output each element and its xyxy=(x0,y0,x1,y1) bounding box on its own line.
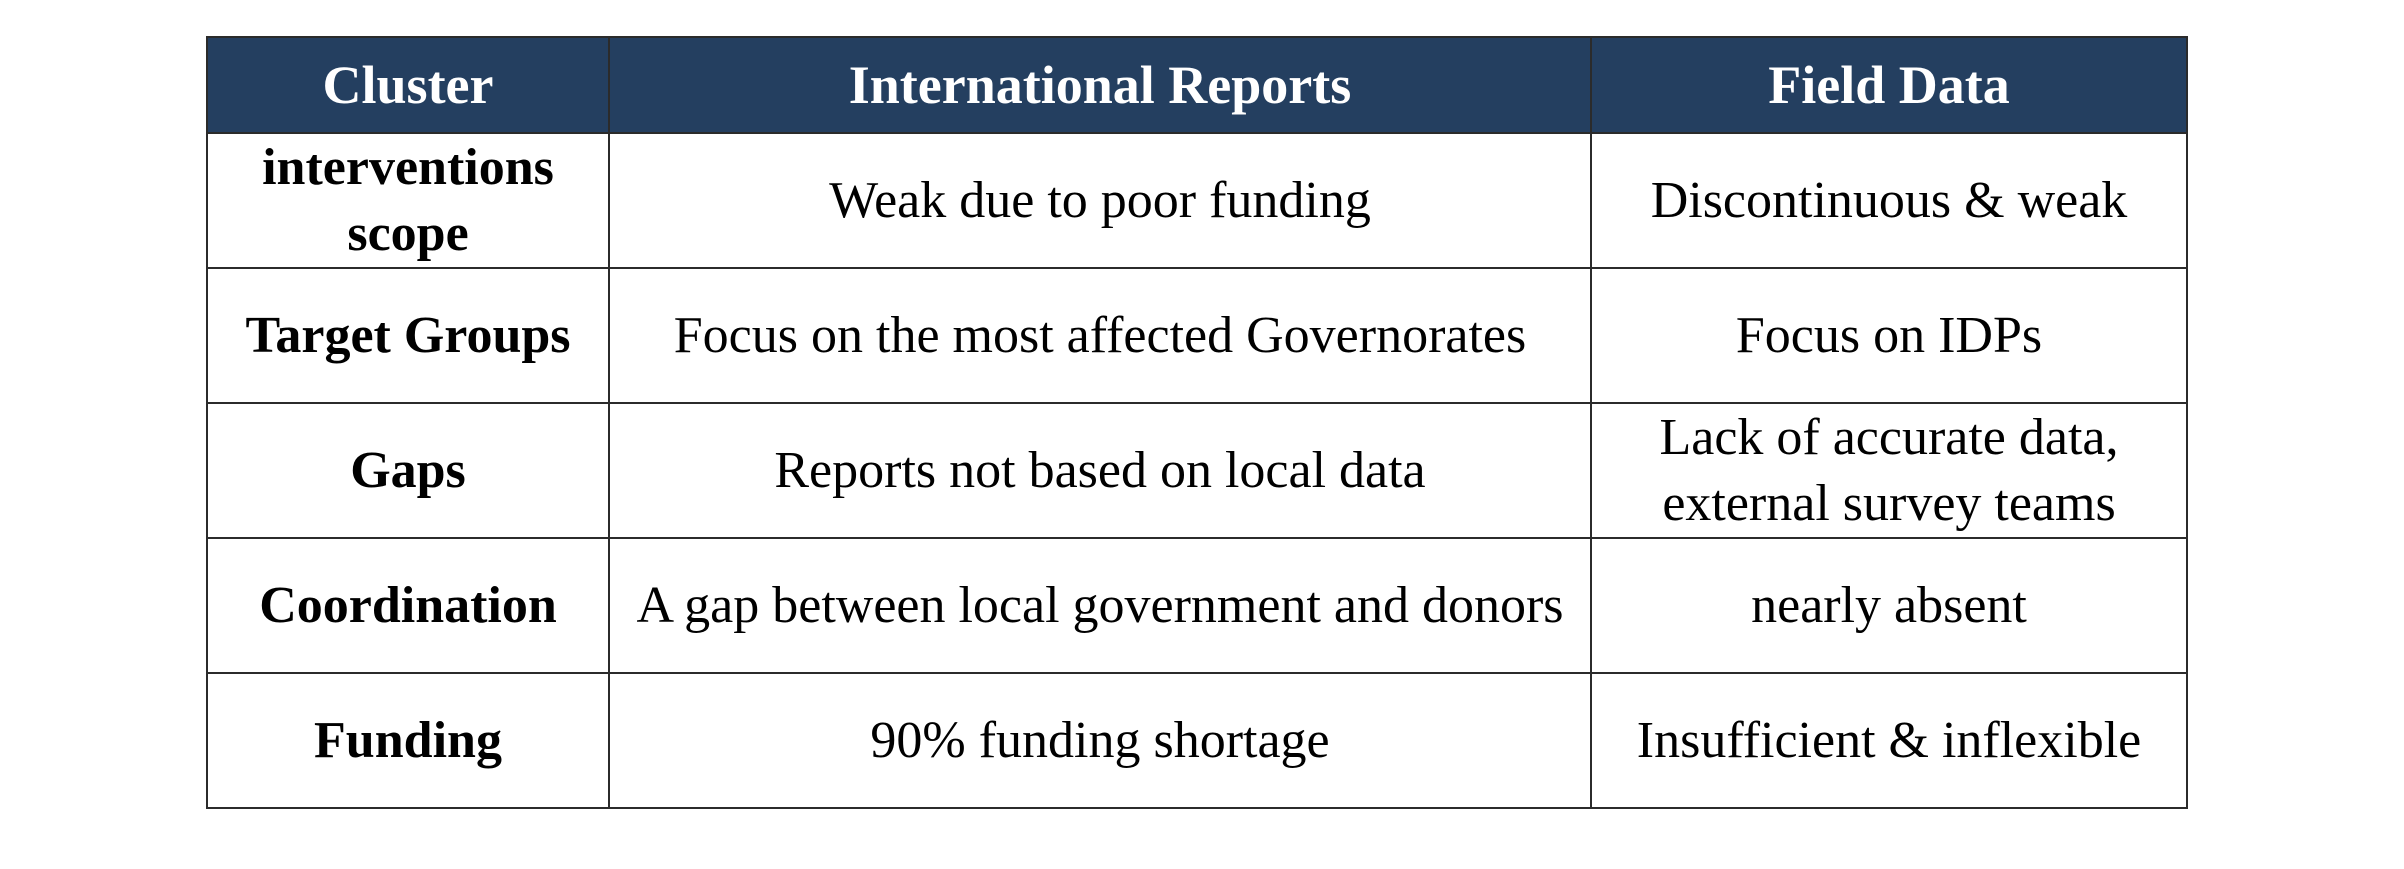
table-header xyxy=(207,37,2187,133)
table-row xyxy=(207,673,2187,808)
table-body xyxy=(207,133,2187,808)
field-data-cell: Discontinuous & weak xyxy=(1591,133,2187,268)
table-row xyxy=(207,538,2187,673)
international-reports-cell: A gap between local government and donors xyxy=(609,538,1591,673)
field-data-cell: Focus on IDPs xyxy=(1591,268,2187,403)
international-reports-cell: Reports not based on local data xyxy=(609,403,1591,538)
header-international-reports: International Reports xyxy=(609,37,1591,133)
field-data-cell: Lack of accurate data, external survey teams xyxy=(1591,403,2187,538)
table-row xyxy=(207,268,2187,403)
cluster-cell: Funding xyxy=(207,673,609,808)
header-cluster: Cluster xyxy=(207,37,609,133)
comparison-table xyxy=(206,36,2188,809)
cluster-cell: Gaps xyxy=(207,403,609,538)
header-field-data: Field Data xyxy=(1591,37,2187,133)
table-row xyxy=(207,403,2187,538)
cluster-cell: Target Groups xyxy=(207,268,609,403)
field-data-cell: Insufficient & inflexible xyxy=(1591,673,2187,808)
table-row xyxy=(207,133,2187,268)
header-row xyxy=(207,37,2187,133)
cluster-cell: Coordination xyxy=(207,538,609,673)
cluster-cell: interventions scope xyxy=(207,133,609,268)
international-reports-cell: 90% funding shortage xyxy=(609,673,1591,808)
field-data-cell: nearly absent xyxy=(1591,538,2187,673)
international-reports-cell: Weak due to poor funding xyxy=(609,133,1591,268)
international-reports-cell: Focus on the most affected Governorates xyxy=(609,268,1591,403)
comparison-table-container xyxy=(206,36,2186,809)
